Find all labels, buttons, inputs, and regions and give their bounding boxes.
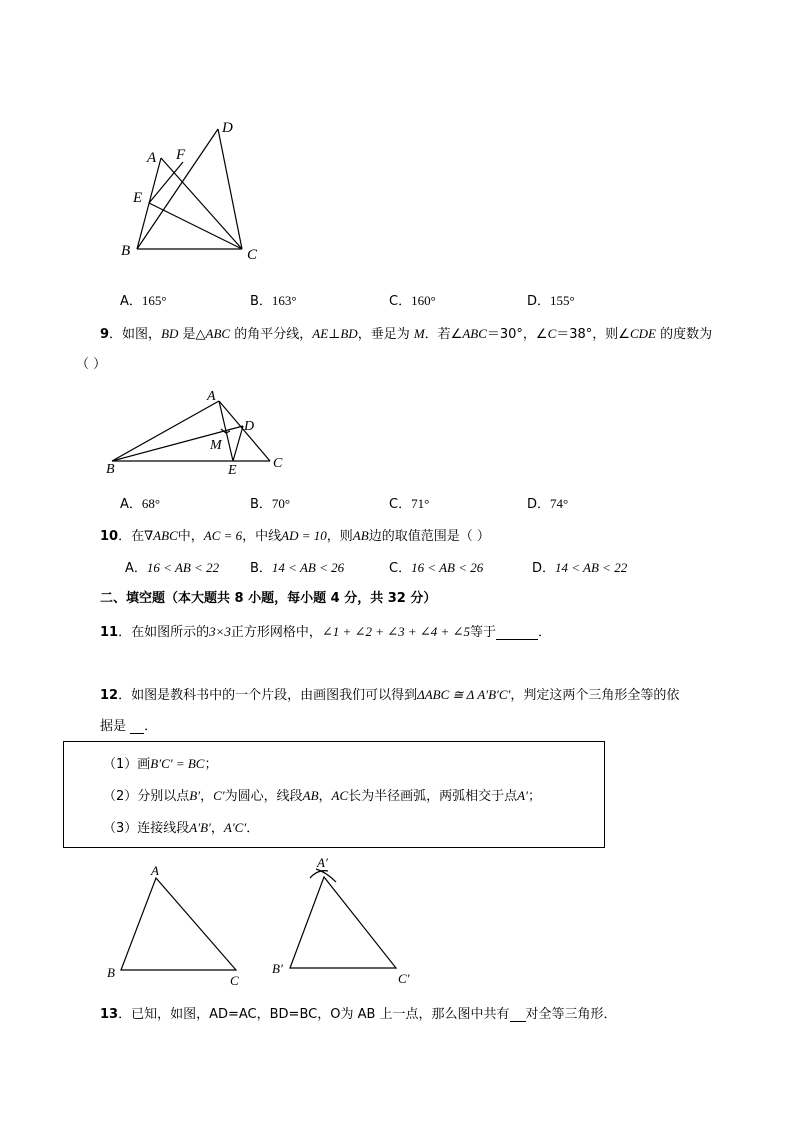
q10-stem: 10．在∇ABC中，AC = 6，中线AD = 10，则AB边的取值范围是（ ） bbox=[100, 528, 490, 544]
q11-answer-blank[interactable] bbox=[496, 626, 538, 640]
label-a: A bbox=[147, 150, 157, 166]
arc-from-b2 bbox=[310, 871, 328, 878]
q11-stem: 11．在如图所示的3×3正方形网格中，∠1 + ∠2 + ∠3 + ∠4 + ∠5等于 ． bbox=[100, 624, 551, 640]
q12-box-step1: （1）画B′C′ = BC； bbox=[103, 756, 218, 772]
q10-option-d[interactable]: D．14 < AB < 22 bbox=[532, 560, 628, 576]
label-a-prime: A′ bbox=[317, 855, 328, 870]
q9-option-b[interactable]: B．70° bbox=[250, 496, 291, 512]
segment-ed bbox=[233, 426, 243, 461]
q8-option-b[interactable]: B．163° bbox=[250, 293, 297, 309]
label-c: C bbox=[247, 247, 258, 263]
q9-stem: 9．如图，BD 是△ABC 的角平分线，AE⊥BD，垂足为 M．若∠ABC＝30°，∠C＝38°，则∠CDE 的度数为 bbox=[100, 326, 713, 342]
section-title-fill-in: 二、填空题（本大题共 8 小题，每小题 4 分，共 32 分） bbox=[100, 591, 437, 606]
label-f: F bbox=[176, 147, 186, 163]
q12-answer-blank[interactable] bbox=[130, 720, 144, 734]
q9-option-a[interactable]: A．68° bbox=[120, 496, 161, 512]
q10-option-a[interactable]: A．16 < AB < 22 bbox=[125, 560, 220, 576]
label-a: A bbox=[151, 863, 159, 878]
segment-ba bbox=[112, 401, 219, 461]
q12-box-step2: （2）分别以点B′，C′为圆心，线段AB，AC长为半径画弧，两弧相交于点A′； bbox=[103, 788, 541, 804]
label-d: D bbox=[222, 120, 233, 136]
label-c: C bbox=[273, 456, 283, 471]
segment-ec bbox=[149, 203, 242, 249]
label-a: A bbox=[207, 389, 216, 404]
q10-option-c[interactable]: C．16 < AB < 26 bbox=[389, 560, 484, 576]
q8-option-a[interactable]: A．165° bbox=[120, 293, 167, 309]
label-c-prime: C′ bbox=[398, 971, 410, 986]
q9-option-d[interactable]: D．74° bbox=[527, 496, 569, 512]
label-d: D bbox=[244, 419, 255, 434]
label-e: E bbox=[133, 190, 143, 206]
figure-q9 bbox=[100, 385, 300, 480]
figure-q12 bbox=[100, 855, 430, 990]
label-b: B bbox=[106, 462, 115, 477]
q13-stem: 13．已知，如图，AD=AC，BD=BC，O为 AB 上一点，那么图中共有 对全等三角形． bbox=[100, 1007, 617, 1022]
label-c: C bbox=[230, 973, 239, 988]
q9-paren: （ ） bbox=[76, 357, 107, 372]
triangle-a2b2c2 bbox=[290, 877, 396, 968]
label-m: M bbox=[210, 438, 222, 453]
q12-box-step3: （3）连接线段A′B′，A′C′． bbox=[103, 820, 260, 836]
label-b-prime: B′ bbox=[272, 961, 283, 976]
segment-dc bbox=[218, 129, 242, 249]
q13-answer-blank[interactable] bbox=[510, 1008, 526, 1022]
segment-ac bbox=[161, 158, 242, 249]
figure-q8 bbox=[110, 115, 270, 265]
label-e: E bbox=[228, 463, 237, 478]
label-b: B bbox=[107, 965, 115, 980]
q8-option-c[interactable]: C．160° bbox=[389, 293, 436, 309]
q8-option-d[interactable]: D．155° bbox=[527, 293, 575, 309]
label-b: B bbox=[121, 243, 131, 259]
triangle-abc bbox=[121, 878, 236, 970]
q12-stem-line2: 据是 ． bbox=[100, 719, 158, 734]
q10-option-b[interactable]: B．14 < AB < 26 bbox=[250, 560, 345, 576]
q9-option-c[interactable]: C．71° bbox=[389, 496, 430, 512]
q12-stem: 12．如图是教科书中的一个片段，由画图我们可以得到ΔABC ≅ Δ A′B′C′，判定这两个三角形全等的依 bbox=[100, 687, 680, 703]
